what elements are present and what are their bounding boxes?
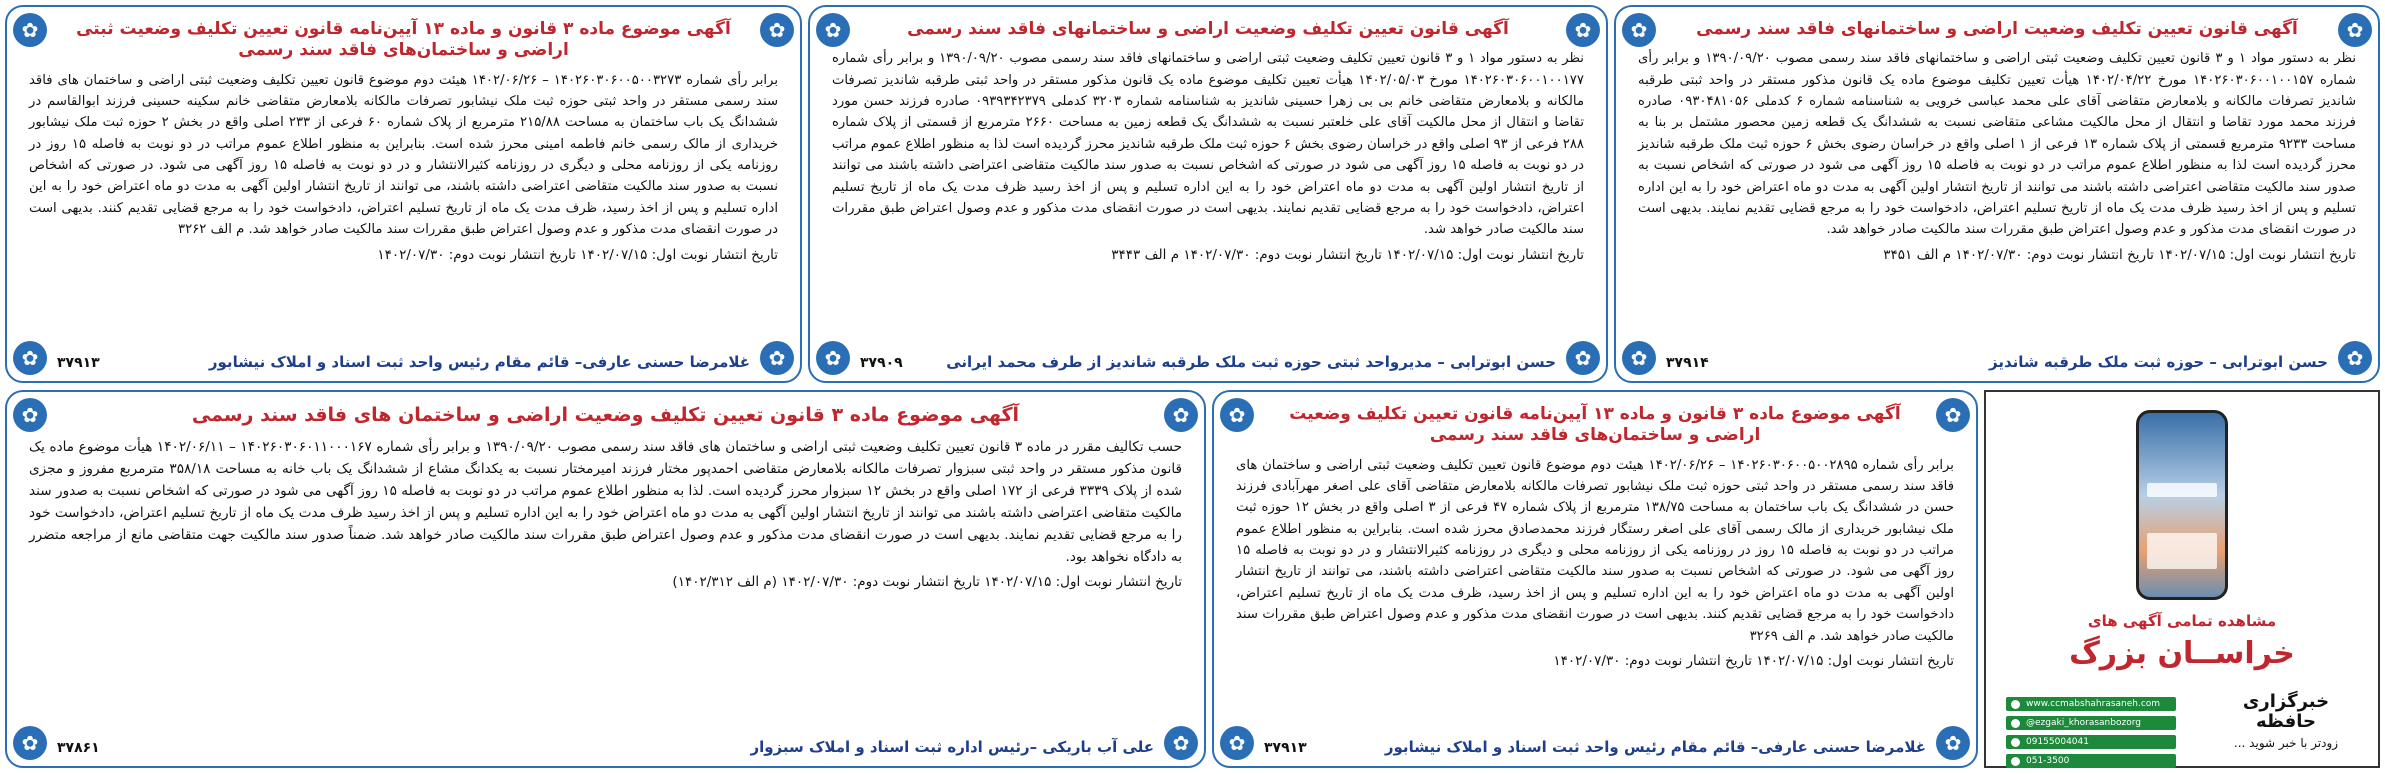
decor-corner-icon: ✿ <box>1622 13 1656 47</box>
ad-dates: تاریخ انتشار نوبت اول: ۱۴۰۲/۰۷/۱۵ تاریخ انتشار نوبت دوم: ۱۴۰۲/۰۷/۳۰ م الف ۳۴۵۱ <box>1883 246 2356 263</box>
ad-top-middle <box>808 5 1608 383</box>
ad-code: ۳۷۹۰۹ <box>860 355 903 371</box>
ad-signer: غلامرضا حسنی عارفی– قائم مقام رئیس واحد ثبت اسناد و املاک نیشابور <box>1384 738 1926 756</box>
ad-body: برابر رأی شماره ۱۴۰۲۶۰۳۰۶۰۰۵۰۰۲۸۹۵ – ۱۴۰۲/۰۶/۲۶ هیئت دوم موضوع قانون تعیین تکلیف وضعیت ثبتی اراضی و ساختمان های فاقد سند رسمی مستقر در واحد ثبتی حوزه ثبت ملک نیشابور تصرفات مالکانه بلامعارض متقاضی آقای علی اصغر مهرآبادی فرزند حسن در ششدانگ یک باب ساختمان به مساحت ۱۳۸/۷۵ مترمربع از پلاک شماره ۴۷ فرعی از ۳ اصلی واقع در بخش ۱۲ حوزه ثبت ملک نیشابور خریداری از مالک رسمی آقای علی اصغر رستگار فرزند محمدصادق محرز شده است. بنابراین به منظور اطلاع عموم مراتب در دو نوبت به فاصله ۱۵ روز در روزنامه یکی از روزنامه محلی و دیگری در روزنامه کثیرالانتشار و در دو نوبت به فاصله ۱۵ روز آگهی می شود. در صورتی که اشخاص نسبت به صدور سند مالکیت متقاضی اعتراضی داشته باشند، می توانند از تاریخ انتشار اولین آگهی به مدت دو ماه اعتراض خود را به این اداره تسلیم و پس از اخذ رسید، ظرف مدت یک ماه از تاریخ تسلیم اعتراض، دادخواست خود را به مرجع قضایی تقدیم کنند. بدیهی است در صورت انقضای مدت مذکور و عدم وصول اعتراض طبق مقررات سند مالکیت صادر خواهد شد. م الف ۳۲۶۹ <box>1236 457 1954 644</box>
contact-phone-2[interactable]: 051-3500 <box>2006 754 2176 768</box>
decor-corner-icon: ✿ <box>760 341 794 375</box>
ad-signer: حسن ابوترابی – حوزه ثبت ملک طرقبه شاندیز <box>1989 353 2328 371</box>
ad-footer <box>1264 738 1926 756</box>
decor-corner-icon: ✿ <box>816 13 850 47</box>
ad-bottom-middle <box>1212 390 1978 768</box>
ad-top-right <box>1614 5 2380 383</box>
contact-social[interactable]: @ezgaki_khorasanbozorg <box>2006 716 2176 730</box>
decor-corner-icon: ✿ <box>1622 341 1656 375</box>
decor-corner-icon: ✿ <box>13 398 47 432</box>
ad-dates: تاریخ انتشار نوبت اول: ۱۴۰۲/۰۷/۱۵ تاریخ انتشار نوبت دوم: ۱۴۰۲/۰۷/۳۰ <box>377 246 778 263</box>
decor-corner-icon: ✿ <box>2338 13 2372 47</box>
brand-name: خبرگزاری حافظه <box>2242 691 2330 732</box>
ad-footer <box>860 353 1556 371</box>
decor-corner-icon: ✿ <box>1220 726 1254 760</box>
ad-footer <box>57 353 750 371</box>
ad-body: نظر به دستور مواد ۱ و ۳ قانون تعیین تکلیف وضعیت ثبتی اراضی و ساختمانهای فاقد سند رسمی مصوب ۱۳۹۰/۰۹/۲۰ و برابر رأی شماره ۱۴۰۲۶۰۳۰۶۰۰۱۰۰۱۷۷ مورخ ۱۴۰۲/۰۵/۰۳ هیأت تعیین تکلیف موضوع ماده یک قانون مذکور مستقر در واحد ثبتی طرقبه شاندیز تصرفات مالکانه و بلامعارض متقاضی خانم بی بی زهرا حسینی شاندیز به شناسنامه شماره ۳۲۰۳ کدملی ۰۹۳۹۳۴۲۳۷۹ صادره فرزند حسن مورد تقاضا و انتقال از محل مالکیت آقای علی خلعتبر نسبت به ششدانگ یک قطعه زمین به مساحت ۲۶۶۰ مترمربع از قسمتی از پلاک شماره ۲۸۸ فرعی از ۹۳ اصلی واقع در خراسان رضوی بخش ۶ حوزه ثبت ملک طرقبه شاندیز محرز گردیده است لذا به منظور اطلاع عموم مراتب در دو نوبت به فاصله ۱۵ روز آگهی می شود در صورتی که اشخاص نسبت به صدور سند مالکیت متقاضی اعتراضی داشته باشند می توانند از تاریخ انتشار اولین آگهی به مدت دو ماه اعتراض خود را به این اداره تسلیم و پس از اخذ رسید ظرف مدت یک ماه از تاریخ تسلیم اعتراض، دادخواست خود را به مرجع قضایی تقدیم نمایند. بدیهی است در صورت انقضای مدت مذکور و عدم وصول اعتراض طبق مقررات سند مالکیت صادر خواهد شد. <box>832 51 1585 238</box>
phone-icon <box>2011 757 2020 766</box>
ad-code: ۳۷۸۶۱ <box>57 740 100 756</box>
decor-corner-icon: ✿ <box>1220 398 1254 432</box>
contact-list <box>2006 697 2176 773</box>
promo-caption: مشاهده تمامی آگهی های <box>2087 612 2277 630</box>
contact-website[interactable]: www.ccmabshahrasaneh.com <box>2006 697 2176 711</box>
decor-corner-icon: ✿ <box>1164 726 1198 760</box>
decor-corner-icon: ✿ <box>816 341 850 375</box>
ad-signer: غلامرضا حسنی عارفی– قائم مقام رئیس واحد ثبت اسناد و املاک نیشابور <box>208 353 750 371</box>
decor-corner-icon: ✿ <box>1936 726 1970 760</box>
ad-body: نظر به دستور مواد ۱ و ۳ قانون تعیین تکلیف وضعیت ثبتی اراضی و ساختمانهای فاقد سند رسمی مصوب ۱۳۹۰/۰۹/۲۰ و برابر رأی شماره ۱۴۰۲۶۰۳۰۶۰۰۱۰۰۱۵۷ مورخ ۱۴۰۲/۰۴/۲۲ هیأت تعیین تکلیف موضوع ماده یک قانون مذکور مستقر در واحد ثبتی طرقبه شاندیز تصرفات مالکانه و بلامعارض متقاضی آقای علی محمد عباسی خرویی به شناسنامه شماره ۶ کدملی ۰۹۳۰۴۸۱۰۵۶ صادره فرزند محمد مورد تقاضا و انتقال از محل مالکیت مشاعی متقاضی نسبت به ششدانگ یک قطعه زمین محصور مشتمل بر بنا به مساحت ۹۲۳۳ مترمربع قسمتی از پلاک شماره ۱۳ فرعی از ۱ اصلی واقع در خراسان رضوی بخش ۶ حوزه ثبت ملک طرقبه شاندیز محرز گردیده است لذا به منظور اطلاع عموم مراتب در دو نوبت به فاصله ۱۵ روز آگهی می شود در صورتی که اشخاص نسبت به صدور سند مالکیت متقاضی اعتراضی داشته باشند می توانند از تاریخ انتشار اولین آگهی به مدت دو ماه اعتراض خود را به این اداره تسلیم و پس از اخذ رسید ظرف مدت یک ماه از تاریخ تسلیم اعتراض، دادخواست خود را به مرجع قضایی تقدیم نمایند. بدیهی است در صورت انقضای مدت مذکور و عدم وصول اعتراض طبق مقررات سند مالکیت صادر خواهد شد. <box>1638 51 2356 238</box>
brand-tagline: زودتر با خبر شوید ... <box>2233 735 2339 750</box>
decor-corner-icon: ✿ <box>2338 341 2372 375</box>
ad-title: آگهی موضوع ماده ۳ قانون تعیین تکلیف وضعیت اراضی و ساختمان های فاقد سند رسمی <box>191 404 1020 426</box>
globe-icon <box>2011 700 2020 709</box>
decor-corner-icon: ✿ <box>1936 398 1970 432</box>
decor-corner-icon: ✿ <box>1566 341 1600 375</box>
phone-image-icon <box>2136 410 2228 600</box>
ad-bottom-wide <box>5 390 1206 768</box>
ad-body: برابر رأی شماره ۱۴۰۲۶۰۳۰۶۰۰۵۰۰۳۲۷۳ – ۱۴۰۲/۰۶/۲۶ هیئت دوم موضوع قانون تعیین تکلیف وضعیت ثبتی اراضی و ساختمان های فاقد سند رسمی مستقر در واحد ثبتی حوزه ثبت ملک نیشابور تصرفات مالکانه بلامعارض متقاضی خانم سکینه حسینی فرزند ابوالقاسم در ششدانگ یک باب ساختمان به مساحت ۲۱۵/۸۸ مترمربع از پلاک شماره ۶۰ فرعی از ۲۳۳ اصلی واقع در بخش ۲ حوزه ثبت ملک نیشابور خریداری از مالک رسمی خانم فاطمه امینی محرز شده است. بنابراین به منظور اطلاع عموم مراتب در دو نوبت به فاصله ۱۵ روز در روزنامه یکی از روزنامه محلی و دیگری در روزنامه کثیرالانتشار و در دو نوبت به فاصله ۱۵ روز آگهی می شود. در صورتی که اشخاص نسبت به صدور سند مالکیت متقاضی اعتراضی داشته باشند، می توانند از تاریخ انتشار اولین آگهی به مدت دو ماه اعتراض خود را به این اداره تسلیم و پس از اخذ رسید، ظرف مدت یک ماه از تاریخ تسلیم اعتراض، دادخواست خود را به مرجع قضایی تقدیم کنند. بدیهی است در صورت انقضای مدت مذکور و عدم وصول اعتراض طبق مقررات سند مالکیت صادر خواهد شد. م الف ۳۲۶۲ <box>29 72 778 238</box>
decor-corner-icon: ✿ <box>13 13 47 47</box>
ad-title: آگهی قانون تعیین تکلیف وضعیت اراضی و ساختمانهای فاقد سند رسمی <box>907 19 1509 39</box>
decor-corner-icon: ✿ <box>1566 13 1600 47</box>
social-icon <box>2011 719 2020 728</box>
ad-signer: حسن ابوترابی – مدیرواحد ثبتی حوزه ثبت ملک طرقبه شاندیز از طرف محمد ایرانی <box>946 353 1556 371</box>
ad-body: حسب تکالیف مقرر در ماده ۳ قانون تعیین تکلیف وضعیت ثبتی اراضی و ساختمان های فاقد سند رسمی مصوب ۱۳۹۰/۰۹/۲۰ و برابر رأی شماره ۱۴۰۲۶۰۳۰۶۰۱۱۰۰۰۱۶۷ – ۱۴۰۲/۰۶/۱۱ هیأت موضوع ماده یک قانون مذکور مستقر در واحد ثبتی سبزوار تصرفات مالکانه بلامعارض متقاضی احمدپور مختار فرزند امیرمختار نسبت به یکدانگ مشاع از ششدانگ یک باب خانه به مساحت ۳۵۸/۱۸ مترمربع مفروز و مجزی شده از پلاک ۳۳۳۹ فرعی از ۱۷۲ اصلی واقع در بخش ۱۲ سبزوار محرز گردیده است. لذا به منظور اطلاع عموم مراتب در دو نوبت به فاصله ۱۵ روز آگهی می شود در صورتی که اشخاص نسبت به صدور سند مالکیت متقاضی اعتراضی داشته باشند می توانند از تاریخ انتشار اولین آگهی به مدت دو ماه اعتراض خود را به این اداره تسلیم و پس از اخذ رسید ظرف مدت یک ماه از تاریخ تسلیم اعتراض، دادخواست خود را به مرجع قضایی تقدیم نمایند. بدیهی است در صورت انقضای مدت مذکور و عدم وصول اعتراض طبق مقررات سند مالکیت صادر خواهد شد. ضمناً صدور سند مالکیت جهت متقاضی مانع از مراجعه متضرر به دادگاه نخواهد بود. <box>29 438 1182 565</box>
ad-code: ۳۷۹۱۴ <box>1666 355 1709 371</box>
ad-title: آگهی قانون تعیین تکلیف وضعیت اراضی و ساختمانهای فاقد سند رسمی <box>1696 19 2298 39</box>
promo-headline: خراســان بزرگ <box>2069 636 2295 671</box>
brand-logo <box>2216 692 2356 750</box>
ad-top-left <box>5 5 802 383</box>
ad-dates: تاریخ انتشار نوبت اول: ۱۴۰۲/۰۷/۱۵ تاریخ انتشار نوبت دوم: ۱۴۰۲/۰۷/۳۰ (م الف ۱۴۰۲/۳۱۲) <box>672 573 1182 590</box>
ad-code: ۳۷۹۱۳ <box>57 355 100 371</box>
ad-signer: علی آب باریکی –رئیس اداره ثبت اسناد و املاک سبزوار <box>750 738 1154 756</box>
ad-dates: تاریخ انتشار نوبت اول: ۱۴۰۲/۰۷/۱۵ تاریخ انتشار نوبت دوم: ۱۴۰۲/۰۷/۳۰ م الف ۳۴۴۳ <box>1111 246 1584 263</box>
decor-corner-icon: ✿ <box>1164 398 1198 432</box>
ad-code: ۳۷۹۱۳ <box>1264 740 1307 756</box>
ad-title: آگهی موضوع ماده ۳ قانون و ماده ۱۳ آیین‌نامه قانون تعیین تکلیف وضعیت ثبتی اراضی و ساختمان‌های فاقد سند رسمی <box>76 19 731 61</box>
ad-footer <box>1666 353 2328 371</box>
decor-corner-icon: ✿ <box>760 13 794 47</box>
ad-title: آگهی موضوع ماده ۳ قانون و ماده ۱۳ آیین‌نامه قانون تعیین تکلیف وضعیت اراضی و ساختمان‌های فاقد سند رسمی <box>1289 404 1901 446</box>
decor-corner-icon: ✿ <box>13 341 47 375</box>
ad-dates: تاریخ انتشار نوبت اول: ۱۴۰۲/۰۷/۱۵ تاریخ انتشار نوبت دوم: ۱۴۰۲/۰۷/۳۰ <box>1553 652 1954 669</box>
phone-icon <box>2011 738 2020 747</box>
contact-phone[interactable]: 09155004041 <box>2006 735 2176 749</box>
ad-footer <box>57 738 1154 756</box>
promo-banner[interactable] <box>1984 390 2380 768</box>
decor-corner-icon: ✿ <box>13 726 47 760</box>
